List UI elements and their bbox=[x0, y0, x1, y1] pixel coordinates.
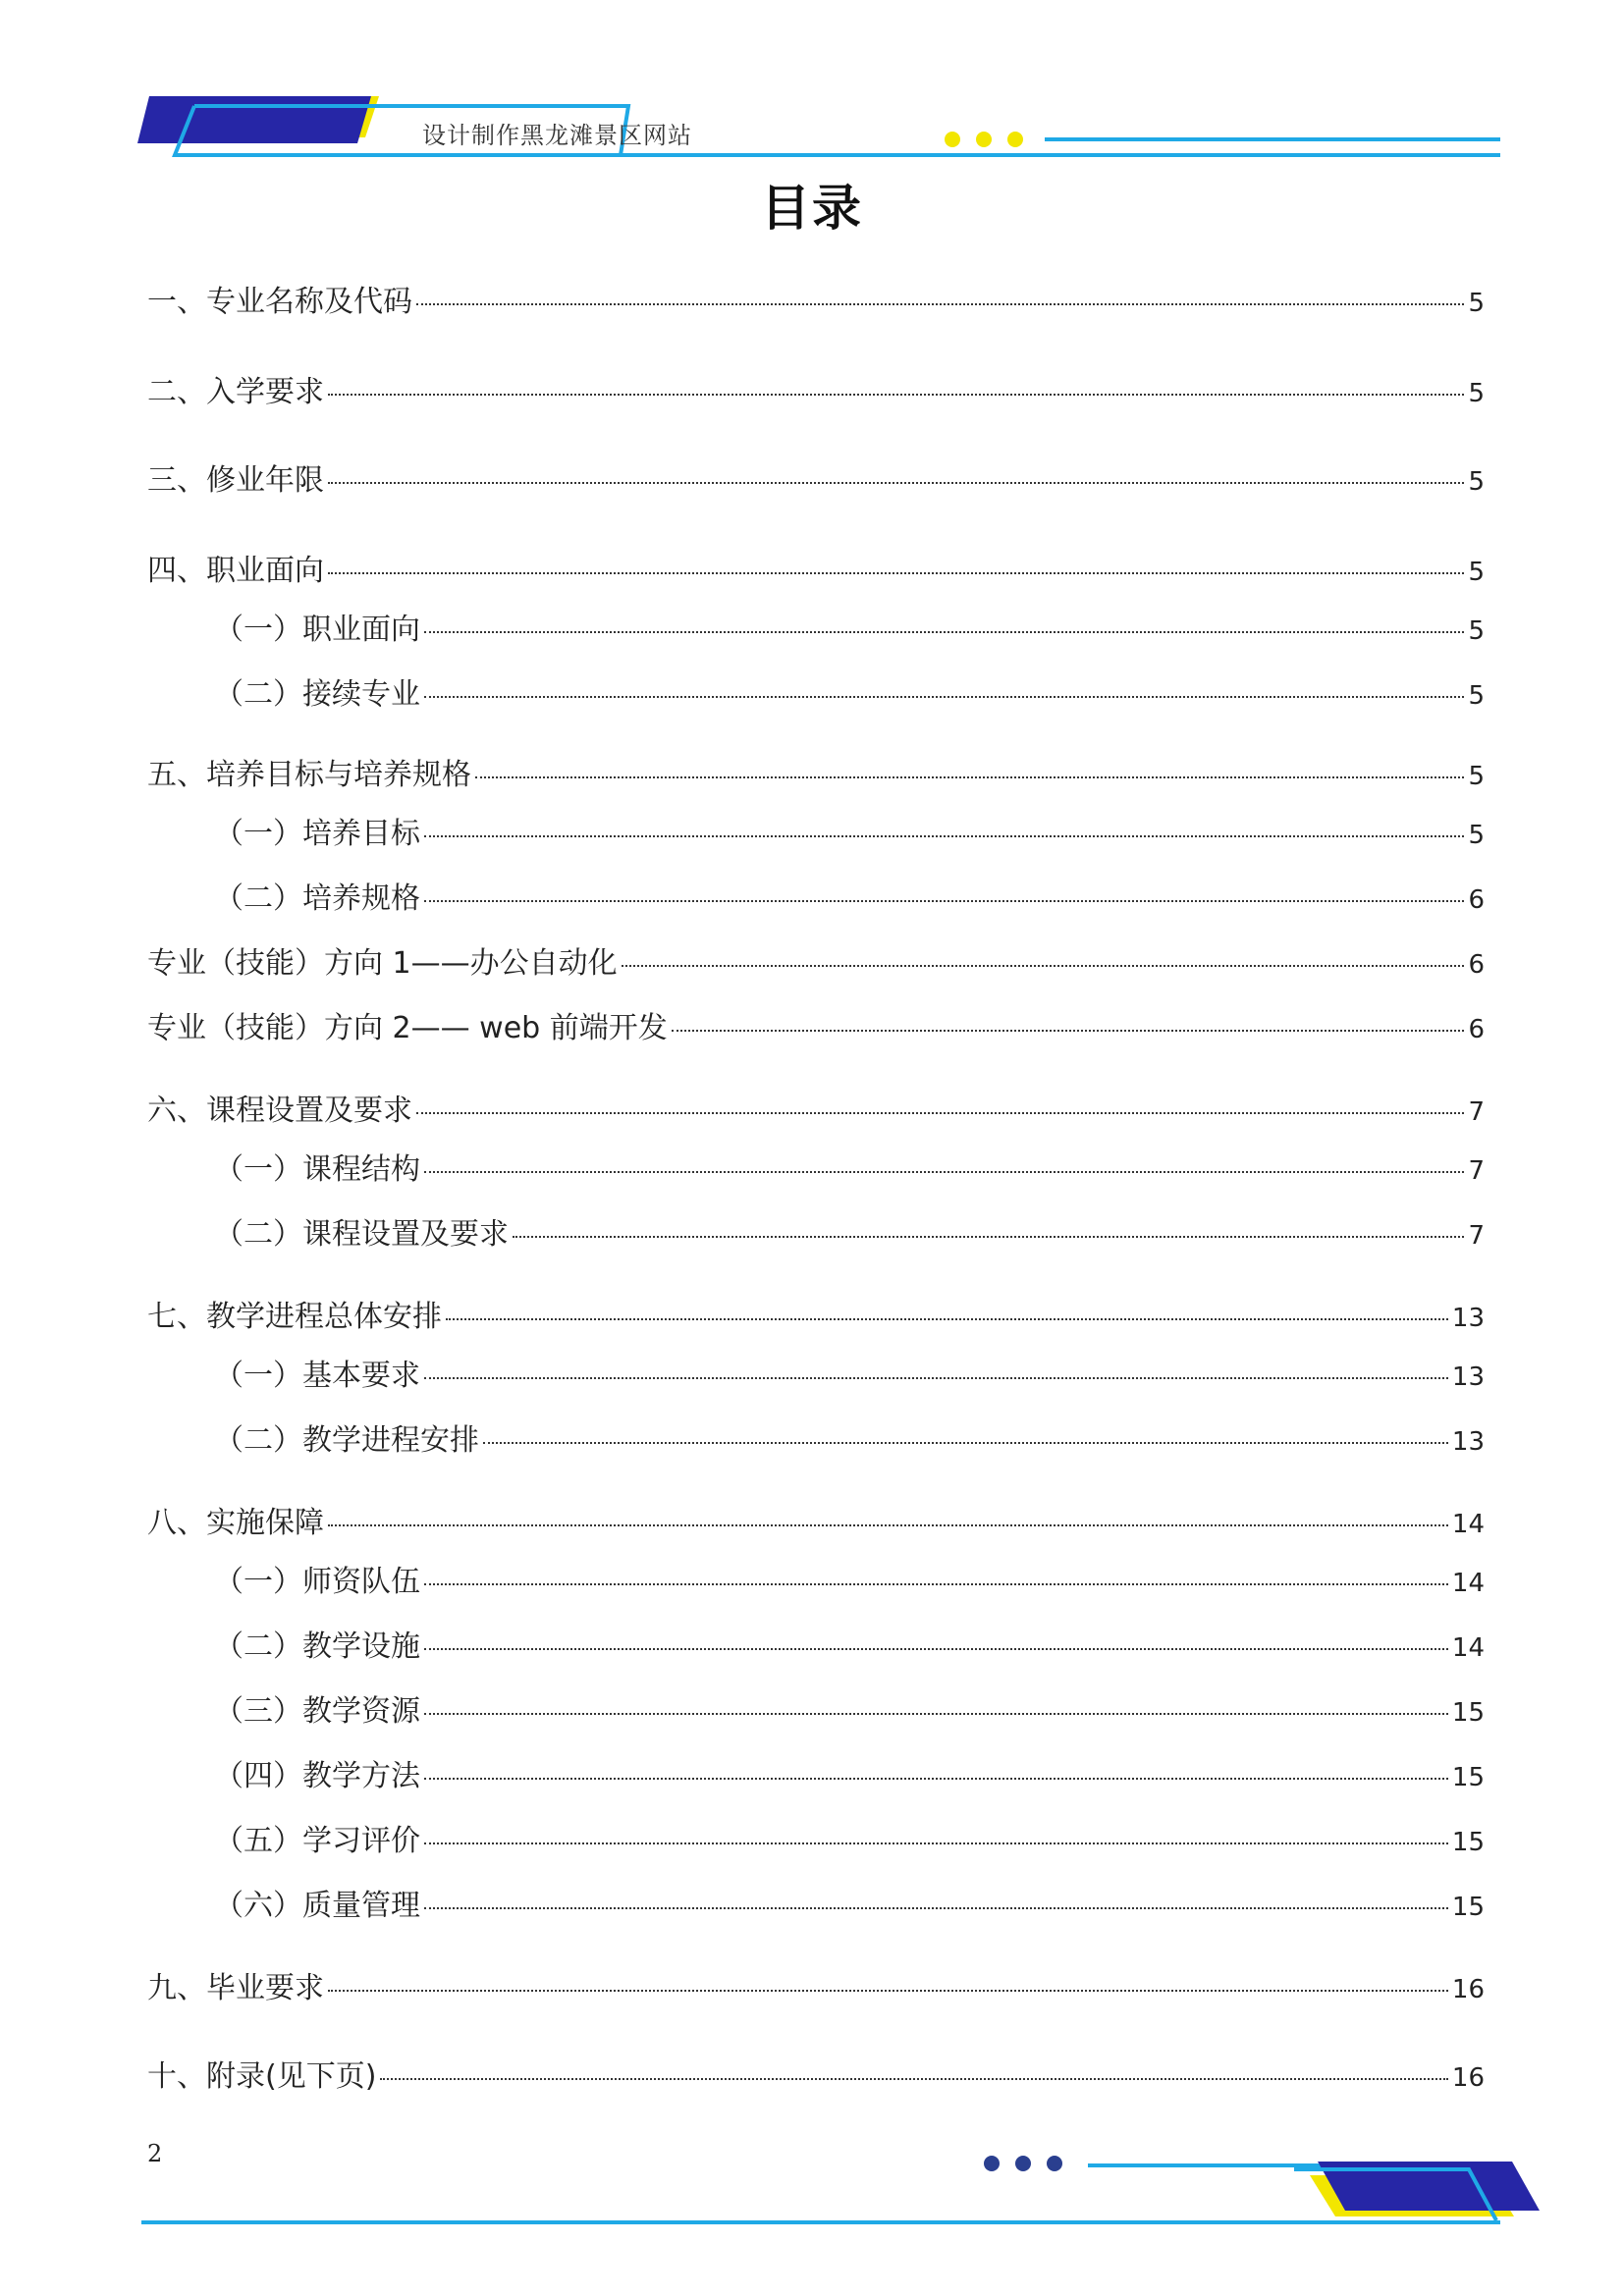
toc-label: （六）质量管理 bbox=[214, 1889, 420, 1923]
toc-page-number: 5 bbox=[1468, 379, 1485, 408]
toc-label: （三）教学资源 bbox=[214, 1694, 420, 1729]
page-title: 目录 bbox=[761, 180, 863, 237]
toc-page-number: 5 bbox=[1468, 762, 1485, 791]
toc-page-number: 15 bbox=[1451, 1698, 1485, 1728]
toc-label: 七、教学进程总体安排 bbox=[147, 1300, 442, 1334]
toc-page-number: 5 bbox=[1468, 467, 1485, 497]
toc-page-number: 6 bbox=[1468, 885, 1485, 915]
toc-page-number: 16 bbox=[1451, 1975, 1485, 2004]
toc-page-number: 13 bbox=[1451, 1304, 1485, 1333]
page-number: 2 bbox=[147, 2140, 163, 2167]
toc-page-number: 14 bbox=[1451, 1569, 1485, 1598]
toc-page-number: 13 bbox=[1451, 1362, 1485, 1392]
toc-label: （一）基本要求 bbox=[214, 1359, 420, 1393]
toc-page-number: 16 bbox=[1451, 2063, 1485, 2093]
footer-dots bbox=[984, 2156, 1078, 2175]
toc-page-number: 7 bbox=[1468, 1221, 1485, 1251]
toc-label: （一）职业面向 bbox=[214, 613, 420, 647]
toc-label: （二）课程设置及要求 bbox=[214, 1217, 509, 1252]
toc-label: （二）培养规格 bbox=[214, 881, 420, 916]
toc-label: （一）培养目标 bbox=[214, 817, 420, 851]
toc-label: 十、附录(见下页) bbox=[147, 2059, 377, 2094]
toc-label: 三、修业年限 bbox=[147, 463, 324, 498]
toc-page-number: 7 bbox=[1468, 1097, 1485, 1127]
toc-page-number: 5 bbox=[1468, 558, 1485, 587]
toc-label: （二）教学进程安排 bbox=[214, 1423, 479, 1458]
toc-page-number: 15 bbox=[1451, 1763, 1485, 1792]
toc-label: 专业（技能）方向 1——办公自动化 bbox=[147, 946, 618, 981]
toc-page-number: 5 bbox=[1468, 681, 1485, 711]
toc-label: 六、课程设置及要求 bbox=[147, 1094, 412, 1128]
toc-page-number: 15 bbox=[1451, 1893, 1485, 1922]
toc-page-number: 15 bbox=[1451, 1828, 1485, 1857]
toc-page-number: 5 bbox=[1468, 821, 1485, 850]
header-title: 设计制作黑龙滩景区网站 bbox=[422, 122, 692, 149]
toc-label: （一）课程结构 bbox=[214, 1152, 420, 1187]
toc-page-number: 14 bbox=[1451, 1633, 1485, 1663]
toc-label: 八、实施保障 bbox=[147, 1506, 324, 1540]
toc-label: 五、培养目标与培养规格 bbox=[147, 758, 471, 792]
toc-page-number: 5 bbox=[1468, 616, 1485, 646]
toc-page-number: 6 bbox=[1468, 950, 1485, 980]
toc-label: 二、入学要求 bbox=[147, 375, 324, 409]
toc-page-number: 13 bbox=[1451, 1427, 1485, 1457]
toc-label: 专业（技能）方向 2—— web 前端开发 bbox=[147, 1011, 668, 1045]
toc-label: （五）学习评价 bbox=[214, 1824, 420, 1858]
toc-page-number: 6 bbox=[1468, 1015, 1485, 1044]
toc-label: （一）师资队伍 bbox=[214, 1565, 420, 1599]
toc-page-number: 7 bbox=[1468, 1156, 1485, 1186]
toc-page-number: 5 bbox=[1468, 289, 1485, 318]
toc-label: （四）教学方法 bbox=[214, 1759, 420, 1793]
toc-label: （二）教学设施 bbox=[214, 1629, 420, 1664]
toc-label: （二）接续专业 bbox=[214, 677, 420, 712]
toc-label: 四、职业面向 bbox=[147, 554, 324, 588]
toc-label: 一、专业名称及代码 bbox=[147, 285, 412, 319]
toc-page-number: 14 bbox=[1451, 1510, 1485, 1539]
toc-label: 九、毕业要求 bbox=[147, 1971, 324, 2005]
